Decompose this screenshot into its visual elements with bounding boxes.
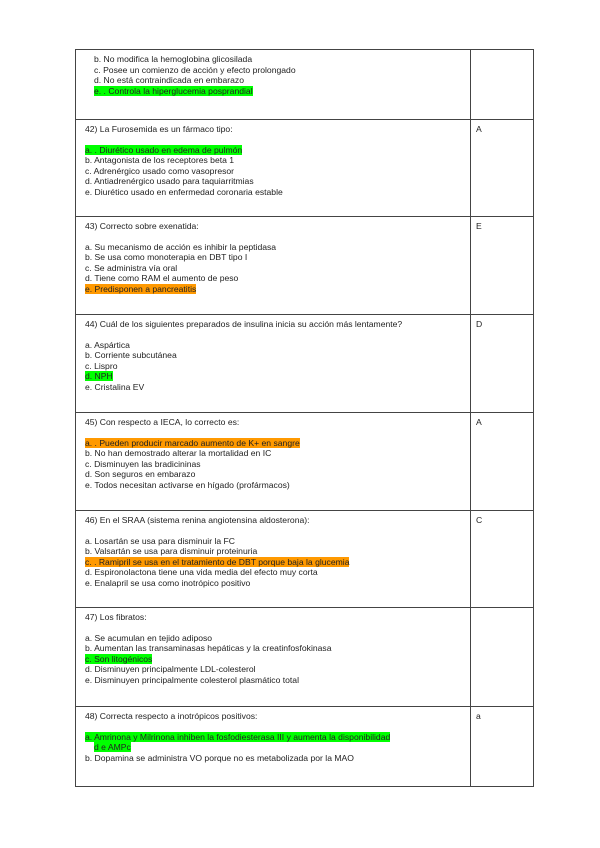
answer-option bbox=[85, 176, 464, 187]
question-stem: 44) Cuál de los siguientes preparados de insulina inicia su acción más lentamente? bbox=[85, 319, 403, 329]
question-cell bbox=[76, 608, 471, 707]
question-cell bbox=[76, 707, 471, 787]
question-row bbox=[76, 315, 534, 413]
option-text: d. Antiadrenérgico usado para taquiarritmias bbox=[85, 176, 254, 187]
question-cell bbox=[76, 413, 471, 511]
highlighted-option-text: d e AMPc bbox=[94, 742, 131, 753]
option-text: a. Aspártica bbox=[85, 339, 130, 350]
question-cell bbox=[76, 120, 471, 217]
question-row bbox=[76, 120, 534, 217]
highlighted-option-text: d. NPH bbox=[85, 371, 113, 382]
answer-option bbox=[85, 242, 464, 253]
highlighted-option-text: a. . Diurético usado en edema de pulmón bbox=[85, 144, 243, 155]
option-text: a. Losartán se usa para disminuir la FC bbox=[85, 535, 235, 546]
answer-option bbox=[85, 187, 464, 198]
answer-key-cell bbox=[471, 511, 534, 608]
answer-key: E bbox=[476, 221, 482, 231]
question-row bbox=[76, 50, 534, 120]
answer-key: A bbox=[476, 417, 482, 427]
answer-option bbox=[85, 166, 464, 177]
answer-option bbox=[85, 350, 464, 361]
answer-option bbox=[85, 284, 464, 295]
answer-key-cell bbox=[471, 50, 534, 120]
option-text: b. Antagonista de los receptores beta 1 bbox=[85, 155, 235, 166]
option-text: d. Disminuyen principalmente LDL-colesterol bbox=[85, 664, 256, 675]
option-text: b. Corriente subcutánea bbox=[85, 350, 177, 361]
answer-option bbox=[85, 567, 464, 578]
highlighted-option-text: c. Son litogénicos bbox=[85, 653, 153, 664]
answer-option bbox=[85, 263, 464, 274]
answer-option bbox=[85, 578, 464, 589]
highlighted-option-text: a. Amrinona y Milrinona inhiben la fosfodiesterasa III y aumenta la disponibilidad bbox=[85, 731, 391, 742]
answer-option bbox=[85, 448, 464, 459]
option-text: b. No han demostrado alterar la mortalidad en IC bbox=[85, 448, 272, 459]
answer-option bbox=[85, 371, 464, 382]
option-text: b. Dopamina se administra VO porque no es metabolizada por la MAO bbox=[85, 752, 354, 763]
answer-key: D bbox=[476, 319, 483, 329]
answer-option bbox=[85, 340, 464, 351]
answer-option bbox=[85, 675, 464, 686]
answer-option bbox=[85, 742, 464, 753]
answer-option bbox=[85, 155, 464, 166]
option-text: a. Se acumulan en tejido adiposo bbox=[85, 632, 213, 643]
highlighted-option-text: a. . Pueden producir marcado aumento de K+ en sangre bbox=[85, 437, 300, 448]
answer-option bbox=[85, 145, 464, 156]
answer-option bbox=[85, 361, 464, 372]
answer-option bbox=[85, 732, 464, 743]
answer-key-cell bbox=[471, 315, 534, 413]
option-text: b. No modifica la hemoglobina glicosilada bbox=[94, 54, 253, 64]
question-row bbox=[76, 413, 534, 511]
answer-key-cell bbox=[471, 413, 534, 511]
option-text: c. Se administra vía oral bbox=[85, 262, 178, 273]
option-text: d. Espironolactona tiene una vida media del efecto muy corta bbox=[85, 567, 318, 578]
answer-option bbox=[85, 469, 464, 480]
answer-option bbox=[85, 557, 464, 568]
option-text: e. Todos necesitan activarse en hígado (profármacos) bbox=[85, 479, 290, 490]
option-text: a. Su mecanismo de acción es inhibir la peptidasa bbox=[85, 241, 277, 252]
answer-key-cell bbox=[471, 120, 534, 217]
question-cell bbox=[76, 50, 471, 120]
option-text: e. Cristalina EV bbox=[85, 381, 145, 392]
question-table bbox=[75, 49, 534, 787]
answer-option bbox=[85, 633, 464, 644]
answer-key: a bbox=[476, 711, 481, 721]
option-text: b. Valsartán se usa para disminuir proteinuria bbox=[85, 546, 258, 557]
answer-key: C bbox=[476, 515, 483, 525]
answer-option bbox=[85, 480, 464, 491]
question-row bbox=[76, 217, 534, 315]
answer-option bbox=[85, 546, 464, 557]
answer-key-cell bbox=[471, 217, 534, 315]
answer-option bbox=[85, 753, 464, 764]
answer-option bbox=[94, 65, 464, 76]
option-text: d. Tiene como RAM el aumento de peso bbox=[85, 273, 239, 284]
question-stem: 45) Con respecto a IECA, lo correcto es: bbox=[85, 417, 240, 427]
question-stem: 43) Correcto sobre exenatida: bbox=[85, 221, 199, 231]
answer-key: A bbox=[476, 124, 482, 134]
question-row bbox=[76, 608, 534, 707]
highlighted-option-text: e. . Controla la hiperglucemia posprandial bbox=[94, 85, 253, 96]
answer-option bbox=[94, 75, 464, 86]
option-text: b. Se usa como monoterapia en DBT tipo I bbox=[85, 252, 248, 263]
option-text: c. Adrenérgico usado como vasopresor bbox=[85, 165, 235, 176]
answer-option bbox=[85, 438, 464, 449]
answer-key-cell bbox=[471, 608, 534, 707]
answer-option bbox=[85, 643, 464, 654]
option-text: d. No está contraindicada en embarazo bbox=[94, 75, 245, 86]
question-cell bbox=[76, 315, 471, 413]
answer-option bbox=[85, 654, 464, 665]
answer-key-cell bbox=[471, 707, 534, 787]
answer-option bbox=[85, 459, 464, 470]
option-text: e. Enalapril se usa como inotrópico positivo bbox=[85, 577, 251, 588]
question-cell bbox=[76, 511, 471, 608]
option-text: e. Disminuyen principalmente colesterol plasmático total bbox=[85, 674, 299, 685]
question-row bbox=[76, 511, 534, 608]
option-text: b. Aumentan las transaminasas hepáticas y la creatinfosfokinasa bbox=[85, 643, 332, 654]
highlighted-option-text: c. . Ramipril se usa en el tratamiento de DBT porque baja la glucemia bbox=[85, 556, 350, 567]
answer-option bbox=[85, 382, 464, 393]
option-text: e. Diurético usado en enfermedad coronaria estable bbox=[85, 186, 283, 197]
highlighted-option-text: e. Predisponen a pancreatitis bbox=[85, 283, 197, 294]
question-stem: 48) Correcta respecto a inotrópicos positivos: bbox=[85, 711, 258, 721]
question-cell bbox=[76, 217, 471, 315]
question-row bbox=[76, 707, 534, 787]
option-text: c. Disminuyen las bradicininas bbox=[85, 458, 201, 469]
answer-option bbox=[94, 54, 464, 65]
answer-option bbox=[94, 86, 464, 97]
question-stem: 42) La Furosemida es un fármaco tipo: bbox=[85, 124, 233, 134]
option-text: c. Lispro bbox=[85, 360, 118, 371]
answer-option bbox=[85, 536, 464, 547]
answer-option bbox=[85, 252, 464, 263]
question-stem: 47) Los fibratos: bbox=[85, 612, 147, 622]
option-text: c. Posee un comienzo de acción y efecto prolongado bbox=[94, 64, 296, 75]
question-table-body bbox=[76, 50, 534, 787]
question-stem: 46) En el SRAA (sistema renina angiotensina aldosterona): bbox=[85, 515, 310, 525]
option-text: d. Son seguros en embarazo bbox=[85, 469, 196, 480]
answer-option bbox=[85, 664, 464, 675]
answer-option bbox=[85, 273, 464, 284]
